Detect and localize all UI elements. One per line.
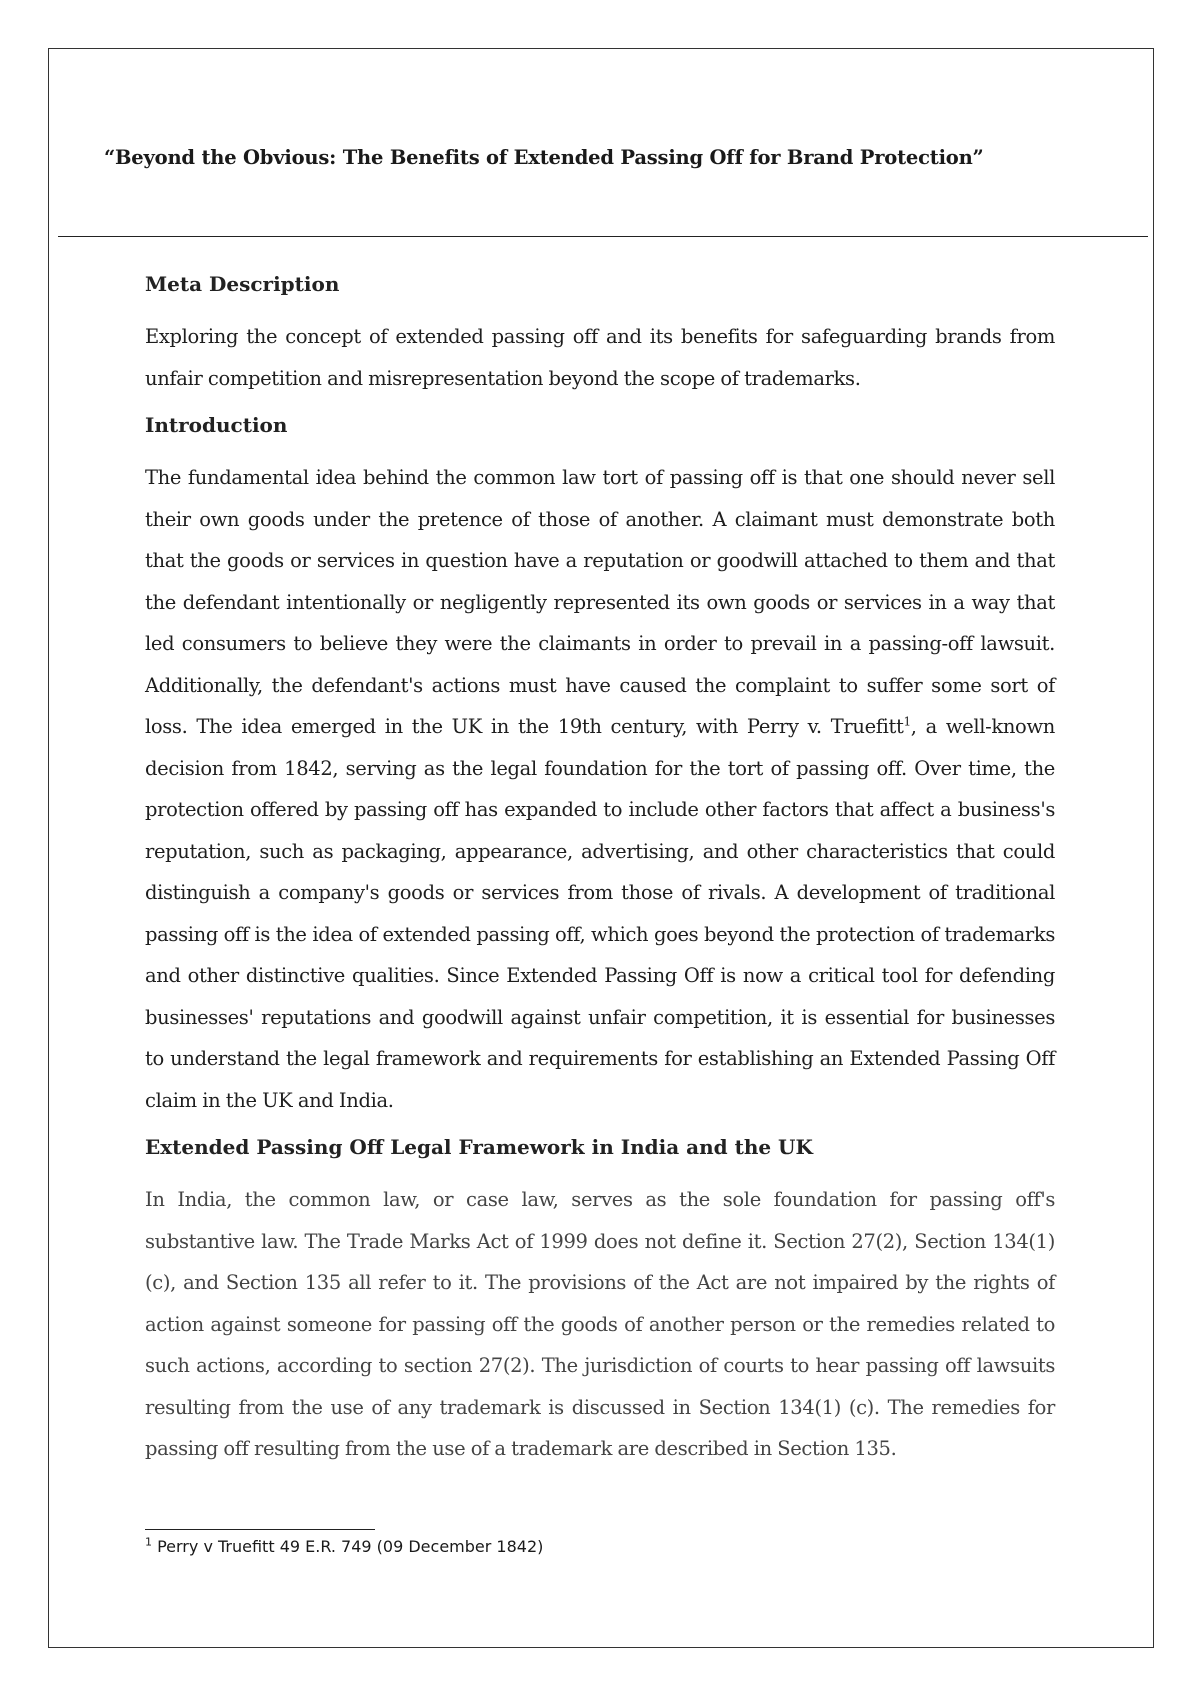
footnote-text: Perry v Truefitt 49 E.R. 749 (09 December 1842) <box>152 1537 544 1556</box>
footnote-reference[interactable]: 1 <box>903 714 911 729</box>
document-title: “Beyond the Obvious: The Benefits of Extended Passing Off for Brand Protection” <box>104 146 984 169</box>
title-divider <box>58 236 1148 237</box>
introduction-paragraph <box>145 457 1055 1121</box>
heading-legal-framework: Extended Passing Off Legal Framework in India and the UK <box>145 1135 813 1159</box>
introduction-text-part-1: The fundamental idea behind the common law tort of passing off is that one should never sell their own goods under the pretence of those of another. A claimant must demonstrate both that the goods or services in question have a reputation or goodwill attached to them and that the defendant intentionally or negligently represented its own goods or services in a way that led consumers to believe they were the claimants in order to prevail in a passing-off lawsuit. Additionally, the defendant's actions must have caused the complaint to suffer some sort of loss. The idea emerged in the UK in the 19th century, with Perry v. Truefitt <box>145 466 1055 738</box>
footnote <box>145 1537 543 1556</box>
footnote-number: 1 <box>145 1535 152 1549</box>
introduction-text-part-2: , a well-known decision from 1842, serving as the legal foundation for the tort of passing off. Over time, the protection offered by passing off has expanded to include other factors that affect a business's reputation, such as packaging, appearance, advertising, and other characteristics that could distinguish a company's goods or services from those of rivals. A development of traditional passing off is the idea of extended passing off, which goes beyond the protection of trademarks and other distinctive qualities. Since Extended Passing Off is now a critical tool for defending businesses' reputations and goodwill against unfair competition, it is essential for businesses to understand the legal framework and requirements for establishing an Extended Passing Off claim in the UK and India. <box>145 715 1055 1112</box>
meta-description-paragraph: Exploring the concept of extended passing off and its benefits for safeguarding brands from unfair competition and misrepresentation beyond the scope of trademarks. <box>145 325 1055 390</box>
heading-meta-description: Meta Description <box>145 272 340 296</box>
heading-introduction: Introduction <box>145 413 288 437</box>
footnote-separator <box>145 1529 375 1530</box>
document-body <box>145 268 1055 1470</box>
legal-framework-paragraph: In India, the common law, or case law, serves as the sole foundation for passing off's substantive law. The Trade Marks Act of 1999 does not define it. Section 27(2), Section 134(1)(c), and Section 135 all refer to it. The provisions of the Act are not impaired by the rights of action against someone for passing off the goods of another person or the remedies related to such actions, according to section 27(2). The jurisdiction of courts to hear passing off lawsuits resulting from the use of any trademark is discussed in Section 134(1) (c). The remedies for passing off resulting from the use of a trademark are described in Section 135. <box>145 1188 1055 1460</box>
